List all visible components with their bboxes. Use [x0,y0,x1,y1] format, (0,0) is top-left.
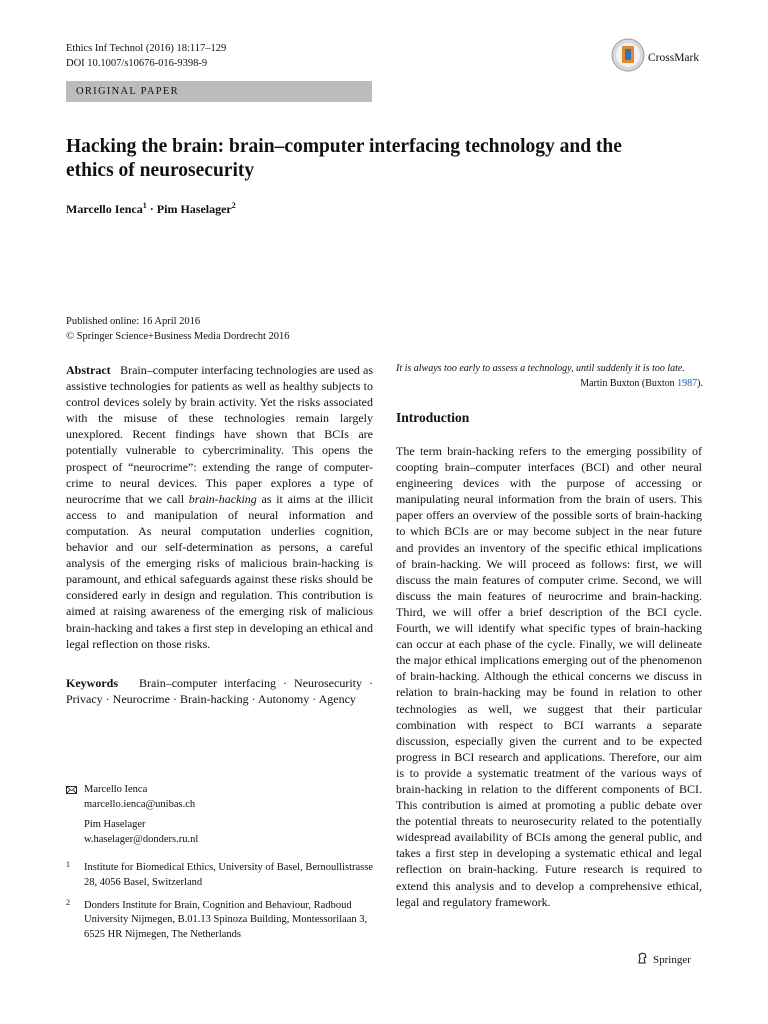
right-column [396,443,702,910]
keywords-text: Brain–computer interfacing · Neurosecurity · Privacy · Neurocrime · Brain-hacking · Autonomy · Agency [66,675,374,706]
epigraph-text: It is always too early to assess a technology, until suddenly it is too late. [396,363,685,374]
article-type-banner: ORIGINAL PAPER [66,81,372,102]
epigraph-author: Martin Buxton (Buxton [580,377,678,389]
keywords [66,675,373,707]
publisher-name: Springer [653,953,691,966]
contact-entry [66,783,373,812]
affiliation-number: 1 [66,860,70,870]
abstract-text: Brain–computer interfacing technologies are used as assistive technologies for patients as well as healthy subjects to control devices solely by brain activity. Yet the risks associated with the misuse of these technologies remain largely unexplored. Recent findings have shown that BCIs are potentially vulnerable to cybercriminality. This opens the prospect of “neurocrime”: extending the range of computer-crime to neural devices. This paper explores a type of neurocrime that we call [66,363,374,506]
affiliation [66,899,373,943]
citation-link[interactable]: 1987 [677,377,698,389]
epigraph-close: ). [697,377,703,389]
abstract [66,362,373,652]
springer-horse-icon [636,951,650,968]
contact-entry [66,818,373,847]
introduction-text: The term brain-hacking refers to the emerging possibility of coopting brain–computer interfaces (BCI) and other neural engineering devices with the purpose of accessing or manipulating neural information from the brain of users. This paper offers an overview of the possible sorts of brain-hacking to which BCIs are or may become subject in the near future and provides an inventory of the specific ethical implications of brain-hacking. We will proceed as follows: first, we will discuss the main features of computer crime. Second, we will discuss the main features of neurocrime and brain-hacking. Third, we will offer a brief description of the BCI cycle. Fourth, we will identify what specific types of brain-hacking can occur at each phase of the cycle. Finally, we will delineate the major ethical implications emerging out of the phenomenon of brain-hacking. Although the ethical concerns we discuss in relation to brain-hacking may be found in relation to other technologies as well, we suggest that their particular combination with respect to BCI warrants a separate discussion, especially given the current and to be expected progress in BCI research and applications. Therefore, our aim is to provide a systematic treatment of the various ways of brain-hacking in relation to the different components of BCI. This contribution is aimed at promoting a public debate over the potential threats to neurosecurity related to the potentially widespread availability of BCIs among the general public, and takes a first step in developing a systematic ethical and legal reflection on brain-hacking. Future research is required to extend this analysis and to develop a comprehensive ethical, legal and regulatory framework. [396,444,702,909]
abstract-heading: Abstract [66,363,111,377]
epigraph-attribution [396,377,703,392]
publisher-logo [636,951,691,968]
crossmark-badge[interactable] [611,38,699,77]
crossmark-label: CrossMark [648,51,700,64]
affiliation-number: 2 [66,897,70,907]
introduction-heading: Introduction [396,410,470,425]
contact-name: Marcello Ienca [84,784,148,795]
abstract-italic-term: brain-hacking [188,491,257,506]
affiliation-text: Institute for Biomedical Ethics, University of Basel, Bernoullistrasse 28, 4056 Basel, Switzerland [84,862,373,888]
epigraph [396,362,703,391]
left-column [66,362,373,707]
published-date: Published online: 16 April 2016 [66,316,201,327]
envelope-icon [66,785,77,800]
article-title: Hacking the brain: brain–computer interfacing technology and the ethics of neurosecurity [66,136,622,181]
copyright: © Springer Science+Business Media Dordrecht 2016 [66,331,290,342]
affiliation [66,861,373,890]
author-name[interactable]: Pim Haselager [156,202,232,216]
crossmark-icon [611,38,645,77]
correspondence [66,783,373,950]
author-affiliation-marker: 2 [231,201,236,210]
journal-citation: Ethics Inf Technol (2016) 18:117–129 [66,43,227,54]
keywords-heading: Keywords [66,675,118,690]
author-affiliation-marker: 1 [142,201,147,210]
journal-info [66,41,226,71]
publication-info [66,314,290,344]
contact-email[interactable]: w.haselager@donders.ru.nl [84,833,199,845]
abstract-text: as it aims at the illicit access to and manipulation of neural information and computation. As neural computation underlies cognition, behavior and our self-determination as persons, a careful analysis of the emerging risks of malicious brain-hacking is paramount, and ethical safeguards against these risks should be considered early in design and regulation. This contribution is aimed at raising awareness of the emerging risk of malicious brain-hacking and takes a first step in developing an ethical and legal reflection on those risks. [66,491,374,651]
contact-email[interactable]: marcello.ienca@unibas.ch [84,798,196,810]
author-separator: · [149,202,154,216]
contact-name: Pim Haselager [84,819,146,831]
author-name[interactable]: Marcello Ienca [66,202,143,216]
affiliation-text: Donders Institute for Brain, Cognition and Behaviour, Radboud University Nijmegen, B.01.13 Spinoza Building, Montessorilaan 3, 6525 HR Nijmegen, The Netherlands [84,899,368,940]
doi[interactable]: DOI 10.1007/s10676-016-9398-9 [66,58,208,69]
author-list [66,201,236,217]
